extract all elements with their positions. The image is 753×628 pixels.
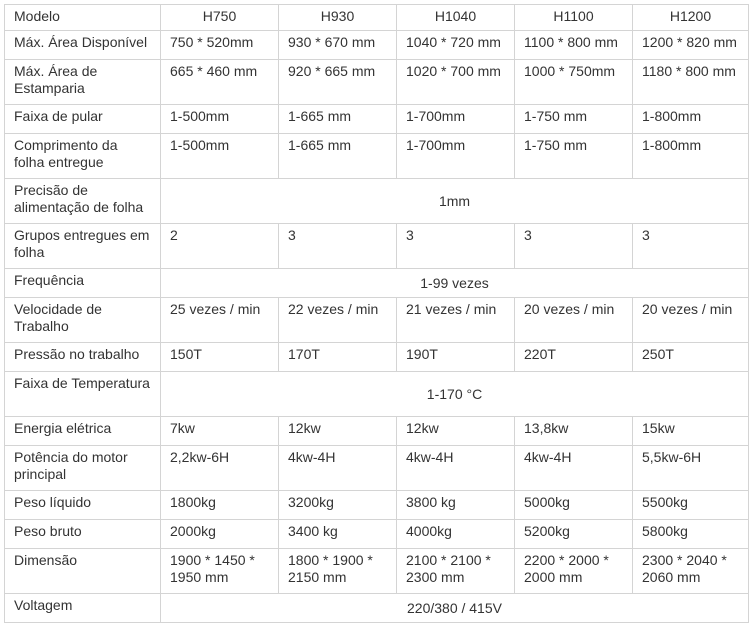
value-cell: 1000 * 750mm [515, 60, 633, 105]
value-cell: 2,2kw-6H [161, 446, 279, 491]
value-cell: 3200kg [279, 491, 397, 520]
table-row [5, 134, 749, 179]
value-cell: 1900 * 1450 * 1950 mm [161, 549, 279, 594]
value-cell: 1800kg [161, 491, 279, 520]
value-cell: 4kw-4H [397, 446, 515, 491]
row-label: Frequência [5, 269, 161, 298]
value-cell: 750 * 520mm [161, 31, 279, 60]
table-row [5, 417, 749, 446]
spec-table-container [4, 4, 749, 623]
value-cell: 2000kg [161, 520, 279, 549]
value-cell: 22 vezes / min [279, 298, 397, 343]
header-cell-modelo: Modelo [5, 5, 161, 31]
table-row [5, 224, 749, 269]
value-cell: 4000kg [397, 520, 515, 549]
row-label: Peso bruto [5, 520, 161, 549]
value-cell: 1100 * 800 mm [515, 31, 633, 60]
row-label: Peso líquido [5, 491, 161, 520]
value-cell: 21 vezes / min [397, 298, 515, 343]
value-cell: 5500kg [633, 491, 749, 520]
value-cell: 1-800mm [633, 134, 749, 179]
table-row [5, 343, 749, 372]
row-label: Pressão no trabalho [5, 343, 161, 372]
value-cell: 1040 * 720 mm [397, 31, 515, 60]
value-cell: 1180 * 800 mm [633, 60, 749, 105]
value-cell: 1-700mm [397, 105, 515, 134]
value-cell: 1020 * 700 mm [397, 60, 515, 105]
value-cell: 2 [161, 224, 279, 269]
row-label: Máx. Área Disponível [5, 31, 161, 60]
table-row [5, 105, 749, 134]
value-cell: 1-665 mm [279, 134, 397, 179]
value-cell: 15kw [633, 417, 749, 446]
value-cell: 1-750 mm [515, 134, 633, 179]
merged-value-cell: 1-170 °C [161, 372, 749, 417]
table-row [5, 491, 749, 520]
row-label: Máx. Área de Estamparia [5, 60, 161, 105]
row-label: Energia elétrica [5, 417, 161, 446]
value-cell: 1-500mm [161, 134, 279, 179]
row-label: Voltagem [5, 594, 161, 623]
value-cell: 665 * 460 mm [161, 60, 279, 105]
value-cell: 7kw [161, 417, 279, 446]
value-cell: 4kw-4H [515, 446, 633, 491]
row-label: Velocidade de Trabalho [5, 298, 161, 343]
header-cell-h750: H750 [161, 5, 279, 31]
table-row [5, 520, 749, 549]
value-cell: 12kw [397, 417, 515, 446]
value-cell: 930 * 670 mm [279, 31, 397, 60]
header-row [5, 5, 749, 31]
value-cell: 20 vezes / min [633, 298, 749, 343]
value-cell: 150T [161, 343, 279, 372]
value-cell: 13,8kw [515, 417, 633, 446]
row-label: Precisão de alimentação de folha [5, 179, 161, 224]
header-cell-h930: H930 [279, 5, 397, 31]
value-cell: 1-750 mm [515, 105, 633, 134]
value-cell: 20 vezes / min [515, 298, 633, 343]
table-row [5, 372, 749, 417]
table-row [5, 594, 749, 623]
value-cell: 2100 * 2100 * 2300 mm [397, 549, 515, 594]
value-cell: 2300 * 2040 * 2060 mm [633, 549, 749, 594]
value-cell: 5000kg [515, 491, 633, 520]
header-cell-h1200: H1200 [633, 5, 749, 31]
table-row [5, 60, 749, 105]
value-cell: 3 [279, 224, 397, 269]
value-cell: 220T [515, 343, 633, 372]
value-cell: 2200 * 2000 * 2000 mm [515, 549, 633, 594]
table-row [5, 298, 749, 343]
table-row [5, 446, 749, 491]
value-cell: 4kw-4H [279, 446, 397, 491]
row-label: Grupos entregues em folha [5, 224, 161, 269]
header-cell-h1040: H1040 [397, 5, 515, 31]
value-cell: 3 [633, 224, 749, 269]
value-cell: 1800 * 1900 * 2150 mm [279, 549, 397, 594]
value-cell: 1-700mm [397, 134, 515, 179]
value-cell: 1200 * 820 mm [633, 31, 749, 60]
merged-value-cell: 1mm [161, 179, 749, 224]
value-cell: 3 [397, 224, 515, 269]
value-cell: 920 * 665 mm [279, 60, 397, 105]
specifications-table [4, 4, 749, 623]
table-row [5, 269, 749, 298]
table-row [5, 31, 749, 60]
value-cell: 5800kg [633, 520, 749, 549]
table-row [5, 549, 749, 594]
value-cell: 3400 kg [279, 520, 397, 549]
row-label: Faixa de pular [5, 105, 161, 134]
row-label: Comprimento da folha entregue [5, 134, 161, 179]
value-cell: 3 [515, 224, 633, 269]
row-label: Potência do motor principal [5, 446, 161, 491]
value-cell: 12kw [279, 417, 397, 446]
value-cell: 170T [279, 343, 397, 372]
merged-value-cell: 1-99 vezes [161, 269, 749, 298]
header-cell-h1100: H1100 [515, 5, 633, 31]
value-cell: 1-665 mm [279, 105, 397, 134]
value-cell: 3800 kg [397, 491, 515, 520]
value-cell: 5,5kw-6H [633, 446, 749, 491]
table-row [5, 179, 749, 224]
value-cell: 5200kg [515, 520, 633, 549]
value-cell: 250T [633, 343, 749, 372]
merged-value-cell: 220/380 / 415V [161, 594, 749, 623]
value-cell: 1-500mm [161, 105, 279, 134]
value-cell: 1-800mm [633, 105, 749, 134]
row-label: Faixa de Temperatura [5, 372, 161, 417]
row-label: Dimensão [5, 549, 161, 594]
value-cell: 190T [397, 343, 515, 372]
value-cell: 25 vezes / min [161, 298, 279, 343]
